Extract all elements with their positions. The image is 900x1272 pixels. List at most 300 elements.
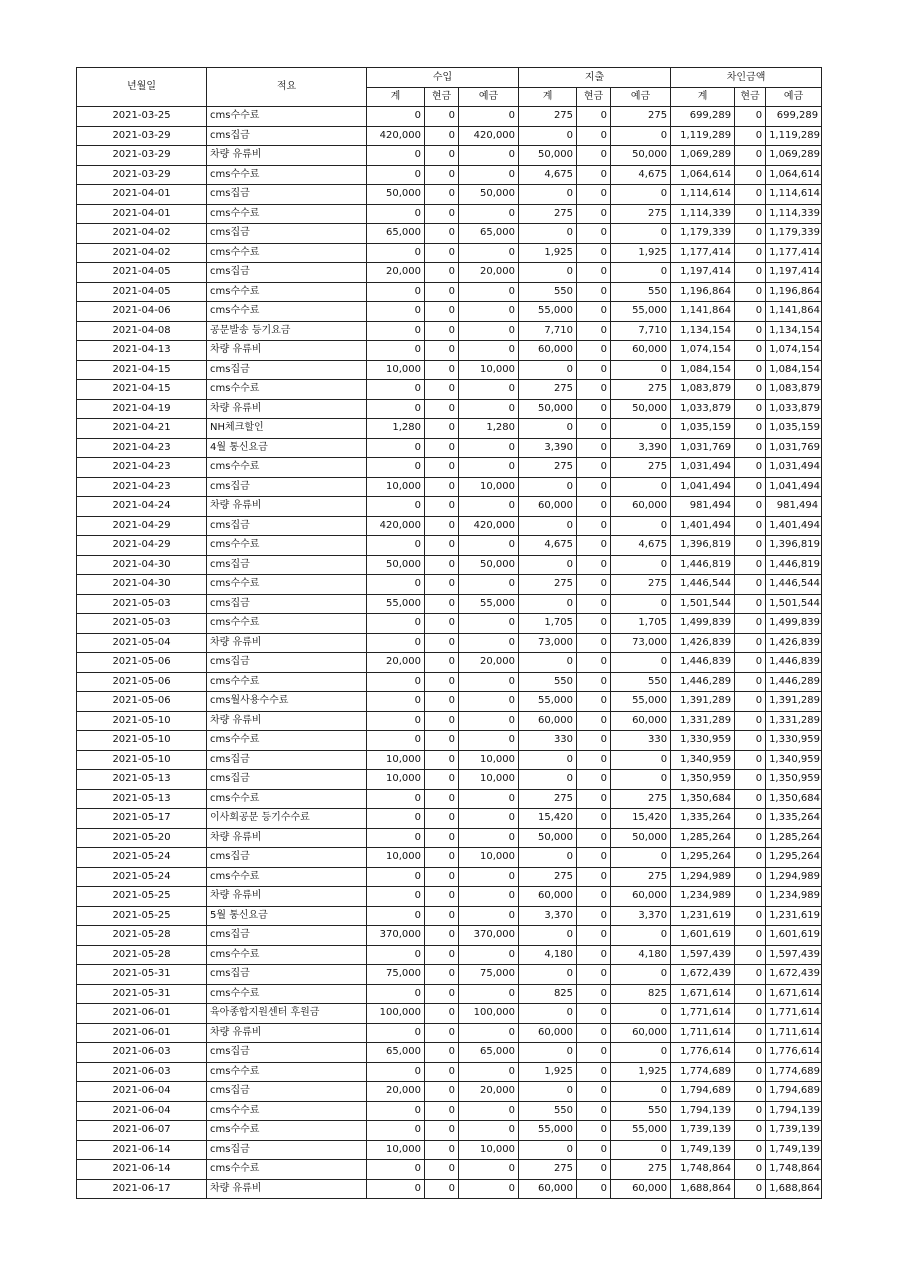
expense-cash-cell: 0 (577, 341, 611, 361)
table-row (77, 555, 822, 575)
date-cell: 2021-04-30 (77, 575, 207, 595)
income-total-cell: 0 (367, 321, 425, 341)
expense-cash-cell: 0 (577, 770, 611, 790)
expense-deposit-cell: 1,925 (611, 243, 671, 263)
income-total-cell: 0 (367, 731, 425, 751)
header-income-cash: 현금 (425, 88, 459, 107)
table-row (77, 575, 822, 595)
income-total-cell: 0 (367, 282, 425, 302)
income-total-cell: 0 (367, 887, 425, 907)
balance-cash-cell: 0 (735, 750, 766, 770)
expense-deposit-cell: 0 (611, 965, 671, 985)
income-cash-cell: 0 (425, 1062, 459, 1082)
balance-cash-cell: 0 (735, 1062, 766, 1082)
description-cell: cms수수료 (207, 1101, 367, 1121)
expense-cash-cell: 0 (577, 126, 611, 146)
balance-cash-cell: 0 (735, 341, 766, 361)
expense-cash-cell: 0 (577, 185, 611, 205)
description-cell: cms집금 (207, 848, 367, 868)
income-cash-cell: 0 (425, 1043, 459, 1063)
expense-total-cell: 0 (519, 224, 577, 244)
balance-deposit-cell: 1,446,544 (766, 575, 822, 595)
balance-total-cell: 981,494 (671, 497, 735, 517)
table-row (77, 146, 822, 166)
income-deposit-cell: 0 (459, 458, 519, 478)
balance-total-cell: 1,114,339 (671, 204, 735, 224)
balance-total-cell: 699,289 (671, 107, 735, 127)
income-deposit-cell: 0 (459, 614, 519, 634)
balance-deposit-cell: 1,771,614 (766, 1004, 822, 1024)
income-total-cell: 20,000 (367, 1082, 425, 1102)
income-deposit-cell: 0 (459, 711, 519, 731)
table-row (77, 1179, 822, 1199)
balance-deposit-cell: 1,396,819 (766, 536, 822, 556)
description-cell: 차량 유류비 (207, 146, 367, 166)
description-cell: 차량 유류비 (207, 633, 367, 653)
income-deposit-cell: 0 (459, 906, 519, 926)
table-row (77, 1023, 822, 1043)
income-deposit-cell: 20,000 (459, 653, 519, 673)
income-cash-cell: 0 (425, 224, 459, 244)
balance-total-cell: 1,446,544 (671, 575, 735, 595)
description-cell: cms집금 (207, 360, 367, 380)
description-cell: cms수수료 (207, 575, 367, 595)
income-total-cell: 0 (367, 302, 425, 322)
date-cell: 2021-05-28 (77, 926, 207, 946)
income-cash-cell: 0 (425, 1004, 459, 1024)
balance-deposit-cell: 1,119,289 (766, 126, 822, 146)
expense-total-cell: 0 (519, 516, 577, 536)
income-total-cell: 0 (367, 633, 425, 653)
balance-total-cell: 1,401,494 (671, 516, 735, 536)
balance-cash-cell: 0 (735, 926, 766, 946)
expense-total-cell: 0 (519, 477, 577, 497)
expense-cash-cell: 0 (577, 1160, 611, 1180)
date-cell: 2021-06-01 (77, 1004, 207, 1024)
balance-total-cell: 1,739,139 (671, 1121, 735, 1141)
expense-cash-cell: 0 (577, 516, 611, 536)
income-total-cell: 0 (367, 1121, 425, 1141)
date-cell: 2021-06-17 (77, 1179, 207, 1199)
ledger-table (76, 67, 822, 1199)
header-expense: 지출 (519, 68, 671, 88)
expense-total-cell: 50,000 (519, 828, 577, 848)
expense-cash-cell: 0 (577, 165, 611, 185)
income-cash-cell: 0 (425, 653, 459, 673)
expense-deposit-cell: 0 (611, 419, 671, 439)
expense-total-cell: 0 (519, 555, 577, 575)
expense-cash-cell: 0 (577, 458, 611, 478)
balance-total-cell: 1,033,879 (671, 399, 735, 419)
date-cell: 2021-04-19 (77, 399, 207, 419)
table-row (77, 614, 822, 634)
expense-cash-cell: 0 (577, 575, 611, 595)
table-row (77, 594, 822, 614)
balance-total-cell: 1,340,959 (671, 750, 735, 770)
description-cell: 공문발송 등기요금 (207, 321, 367, 341)
description-cell: cms집금 (207, 926, 367, 946)
income-cash-cell: 0 (425, 750, 459, 770)
income-cash-cell: 0 (425, 1160, 459, 1180)
expense-cash-cell: 0 (577, 282, 611, 302)
expense-total-cell: 0 (519, 848, 577, 868)
balance-cash-cell: 0 (735, 770, 766, 790)
header-balance-deposit: 예금 (766, 88, 822, 107)
table-row (77, 321, 822, 341)
income-cash-cell: 0 (425, 555, 459, 575)
date-cell: 2021-04-23 (77, 458, 207, 478)
date-cell: 2021-05-03 (77, 614, 207, 634)
income-total-cell: 50,000 (367, 185, 425, 205)
expense-cash-cell: 0 (577, 263, 611, 283)
income-total-cell: 0 (367, 165, 425, 185)
expense-cash-cell: 0 (577, 1101, 611, 1121)
income-total-cell: 0 (367, 204, 425, 224)
table-row (77, 1121, 822, 1141)
balance-deposit-cell: 1,033,879 (766, 399, 822, 419)
table-row (77, 282, 822, 302)
income-deposit-cell: 10,000 (459, 750, 519, 770)
date-cell: 2021-05-31 (77, 984, 207, 1004)
expense-cash-cell: 0 (577, 731, 611, 751)
expense-deposit-cell: 0 (611, 224, 671, 244)
balance-total-cell: 1,794,689 (671, 1082, 735, 1102)
balance-total-cell: 1,031,769 (671, 438, 735, 458)
balance-deposit-cell: 1,501,544 (766, 594, 822, 614)
income-cash-cell: 0 (425, 360, 459, 380)
balance-cash-cell: 0 (735, 536, 766, 556)
header-expense-cash: 현금 (577, 88, 611, 107)
expense-total-cell: 275 (519, 867, 577, 887)
balance-deposit-cell: 1,711,614 (766, 1023, 822, 1043)
date-cell: 2021-05-31 (77, 965, 207, 985)
expense-total-cell: 0 (519, 1043, 577, 1063)
table-row (77, 867, 822, 887)
description-cell: cms집금 (207, 185, 367, 205)
description-cell: cms수수료 (207, 536, 367, 556)
description-cell: cms수수료 (207, 458, 367, 478)
balance-cash-cell: 0 (735, 1004, 766, 1024)
expense-total-cell: 1,705 (519, 614, 577, 634)
description-cell: cms수수료 (207, 302, 367, 322)
expense-total-cell: 55,000 (519, 692, 577, 712)
expense-total-cell: 0 (519, 1082, 577, 1102)
income-cash-cell: 0 (425, 945, 459, 965)
balance-total-cell: 1,391,289 (671, 692, 735, 712)
income-deposit-cell: 0 (459, 731, 519, 751)
table-row (77, 341, 822, 361)
expense-deposit-cell: 0 (611, 653, 671, 673)
description-cell: cms집금 (207, 1043, 367, 1063)
description-cell: cms집금 (207, 477, 367, 497)
income-deposit-cell: 65,000 (459, 1043, 519, 1063)
expense-total-cell: 0 (519, 750, 577, 770)
balance-cash-cell: 0 (735, 1160, 766, 1180)
expense-deposit-cell: 275 (611, 204, 671, 224)
date-cell: 2021-05-28 (77, 945, 207, 965)
income-deposit-cell: 0 (459, 575, 519, 595)
income-cash-cell: 0 (425, 399, 459, 419)
description-cell: cms수수료 (207, 672, 367, 692)
balance-deposit-cell: 1,426,839 (766, 633, 822, 653)
expense-total-cell: 4,180 (519, 945, 577, 965)
balance-cash-cell: 0 (735, 614, 766, 634)
income-cash-cell: 0 (425, 282, 459, 302)
expense-deposit-cell: 0 (611, 926, 671, 946)
income-deposit-cell: 10,000 (459, 848, 519, 868)
income-deposit-cell: 0 (459, 341, 519, 361)
header-balance: 차인금액 (671, 68, 822, 88)
income-deposit-cell: 0 (459, 1062, 519, 1082)
expense-deposit-cell: 3,390 (611, 438, 671, 458)
table-row (77, 653, 822, 673)
income-deposit-cell: 0 (459, 809, 519, 829)
expense-deposit-cell: 0 (611, 1043, 671, 1063)
expense-deposit-cell: 60,000 (611, 711, 671, 731)
balance-deposit-cell: 1,031,769 (766, 438, 822, 458)
expense-total-cell: 60,000 (519, 1023, 577, 1043)
balance-total-cell: 1,446,289 (671, 672, 735, 692)
expense-cash-cell: 0 (577, 692, 611, 712)
balance-cash-cell: 0 (735, 731, 766, 751)
description-cell: 차량 유류비 (207, 341, 367, 361)
income-deposit-cell: 0 (459, 321, 519, 341)
balance-cash-cell: 0 (735, 945, 766, 965)
income-cash-cell: 0 (425, 1121, 459, 1141)
income-total-cell: 100,000 (367, 1004, 425, 1024)
balance-deposit-cell: 1,114,614 (766, 185, 822, 205)
income-deposit-cell: 0 (459, 536, 519, 556)
description-cell: 차량 유류비 (207, 497, 367, 517)
description-cell: 차량 유류비 (207, 828, 367, 848)
balance-cash-cell: 0 (735, 984, 766, 1004)
balance-total-cell: 1,330,959 (671, 731, 735, 751)
header-income-deposit: 예금 (459, 88, 519, 107)
income-cash-cell: 0 (425, 341, 459, 361)
table-row (77, 809, 822, 829)
balance-total-cell: 1,350,959 (671, 770, 735, 790)
description-cell: cms집금 (207, 555, 367, 575)
description-cell: NH체크할인 (207, 419, 367, 439)
balance-deposit-cell: 1,688,864 (766, 1179, 822, 1199)
description-cell: cms집금 (207, 516, 367, 536)
date-cell: 2021-05-10 (77, 711, 207, 731)
description-cell: 차량 유류비 (207, 711, 367, 731)
income-deposit-cell: 65,000 (459, 224, 519, 244)
income-total-cell: 0 (367, 1023, 425, 1043)
income-cash-cell: 0 (425, 809, 459, 829)
expense-total-cell: 60,000 (519, 1179, 577, 1199)
expense-deposit-cell: 275 (611, 575, 671, 595)
income-total-cell: 0 (367, 984, 425, 1004)
description-cell: cms집금 (207, 126, 367, 146)
income-total-cell: 0 (367, 438, 425, 458)
income-cash-cell: 0 (425, 380, 459, 400)
balance-total-cell: 1,084,154 (671, 360, 735, 380)
income-deposit-cell: 75,000 (459, 965, 519, 985)
income-total-cell: 20,000 (367, 263, 425, 283)
expense-cash-cell: 0 (577, 614, 611, 634)
income-deposit-cell: 0 (459, 984, 519, 1004)
date-cell: 2021-05-25 (77, 887, 207, 907)
expense-cash-cell: 0 (577, 497, 611, 517)
description-cell: cms집금 (207, 263, 367, 283)
income-cash-cell: 0 (425, 1082, 459, 1102)
income-total-cell: 420,000 (367, 126, 425, 146)
balance-deposit-cell: 1,231,619 (766, 906, 822, 926)
balance-cash-cell: 0 (735, 126, 766, 146)
date-cell: 2021-04-29 (77, 516, 207, 536)
income-total-cell: 0 (367, 867, 425, 887)
income-cash-cell: 0 (425, 243, 459, 263)
header-expense-deposit: 예금 (611, 88, 671, 107)
income-cash-cell: 0 (425, 516, 459, 536)
expense-cash-cell: 0 (577, 711, 611, 731)
income-total-cell: 10,000 (367, 477, 425, 497)
balance-total-cell: 1,064,614 (671, 165, 735, 185)
income-deposit-cell: 0 (459, 1023, 519, 1043)
expense-cash-cell: 0 (577, 399, 611, 419)
expense-deposit-cell: 55,000 (611, 692, 671, 712)
income-cash-cell: 0 (425, 185, 459, 205)
balance-deposit-cell: 1,064,614 (766, 165, 822, 185)
expense-cash-cell: 0 (577, 926, 611, 946)
income-deposit-cell: 0 (459, 380, 519, 400)
table-row (77, 185, 822, 205)
description-cell: cms집금 (207, 1082, 367, 1102)
balance-cash-cell: 0 (735, 1023, 766, 1043)
expense-total-cell: 825 (519, 984, 577, 1004)
date-cell: 2021-06-14 (77, 1160, 207, 1180)
date-cell: 2021-05-25 (77, 906, 207, 926)
expense-deposit-cell: 0 (611, 750, 671, 770)
income-total-cell: 0 (367, 243, 425, 263)
balance-total-cell: 1,035,159 (671, 419, 735, 439)
date-cell: 2021-04-05 (77, 263, 207, 283)
balance-cash-cell: 0 (735, 848, 766, 868)
expense-deposit-cell: 50,000 (611, 399, 671, 419)
income-cash-cell: 0 (425, 263, 459, 283)
balance-cash-cell: 0 (735, 711, 766, 731)
expense-deposit-cell: 60,000 (611, 887, 671, 907)
expense-total-cell: 275 (519, 575, 577, 595)
table-row (77, 1082, 822, 1102)
balance-cash-cell: 0 (735, 497, 766, 517)
income-deposit-cell: 0 (459, 165, 519, 185)
balance-deposit-cell: 1,794,139 (766, 1101, 822, 1121)
income-cash-cell: 0 (425, 536, 459, 556)
description-cell: cms수수료 (207, 984, 367, 1004)
expense-total-cell: 3,390 (519, 438, 577, 458)
expense-total-cell: 7,710 (519, 321, 577, 341)
expense-deposit-cell: 60,000 (611, 341, 671, 361)
table-row (77, 360, 822, 380)
expense-cash-cell: 0 (577, 224, 611, 244)
date-cell: 2021-03-29 (77, 126, 207, 146)
expense-deposit-cell: 0 (611, 1140, 671, 1160)
expense-deposit-cell: 550 (611, 672, 671, 692)
balance-cash-cell: 0 (735, 399, 766, 419)
balance-cash-cell: 0 (735, 165, 766, 185)
income-deposit-cell: 1,280 (459, 419, 519, 439)
balance-deposit-cell: 1,749,139 (766, 1140, 822, 1160)
header-date: 년월일 (77, 68, 207, 107)
balance-total-cell: 1,295,264 (671, 848, 735, 868)
income-deposit-cell: 10,000 (459, 477, 519, 497)
table-row (77, 107, 822, 127)
income-deposit-cell: 10,000 (459, 770, 519, 790)
expense-cash-cell: 0 (577, 1140, 611, 1160)
expense-total-cell: 1,925 (519, 243, 577, 263)
date-cell: 2021-06-07 (77, 1121, 207, 1141)
income-total-cell: 10,000 (367, 770, 425, 790)
income-total-cell: 0 (367, 672, 425, 692)
date-cell: 2021-05-10 (77, 750, 207, 770)
expense-total-cell: 3,370 (519, 906, 577, 926)
income-deposit-cell: 0 (459, 204, 519, 224)
description-cell: cms수수료 (207, 1160, 367, 1180)
expense-deposit-cell: 0 (611, 477, 671, 497)
description-cell: cms집금 (207, 224, 367, 244)
income-total-cell: 0 (367, 146, 425, 166)
expense-total-cell: 0 (519, 263, 577, 283)
date-cell: 2021-05-04 (77, 633, 207, 653)
income-cash-cell: 0 (425, 204, 459, 224)
description-cell: 육아종합지원센터 후원금 (207, 1004, 367, 1024)
balance-total-cell: 1,331,289 (671, 711, 735, 731)
income-cash-cell: 0 (425, 438, 459, 458)
income-cash-cell: 0 (425, 107, 459, 127)
balance-deposit-cell: 1,597,439 (766, 945, 822, 965)
balance-total-cell: 1,177,414 (671, 243, 735, 263)
table-row (77, 516, 822, 536)
balance-cash-cell: 0 (735, 1121, 766, 1141)
income-cash-cell: 0 (425, 165, 459, 185)
table-row (77, 1160, 822, 1180)
balance-deposit-cell: 1,446,289 (766, 672, 822, 692)
balance-total-cell: 1,748,864 (671, 1160, 735, 1180)
income-cash-cell: 0 (425, 302, 459, 322)
income-deposit-cell: 420,000 (459, 126, 519, 146)
expense-cash-cell: 0 (577, 828, 611, 848)
income-total-cell: 0 (367, 614, 425, 634)
ledger-body (77, 107, 822, 1199)
balance-total-cell: 1,499,839 (671, 614, 735, 634)
table-row (77, 789, 822, 809)
balance-deposit-cell: 1,295,264 (766, 848, 822, 868)
expense-deposit-cell: 4,675 (611, 536, 671, 556)
expense-total-cell: 0 (519, 126, 577, 146)
expense-cash-cell: 0 (577, 146, 611, 166)
income-total-cell: 0 (367, 497, 425, 517)
balance-cash-cell: 0 (735, 1043, 766, 1063)
income-deposit-cell: 10,000 (459, 360, 519, 380)
balance-deposit-cell: 1,069,289 (766, 146, 822, 166)
balance-deposit-cell: 1,330,959 (766, 731, 822, 751)
balance-total-cell: 1,601,619 (671, 926, 735, 946)
balance-deposit-cell: 1,794,689 (766, 1082, 822, 1102)
income-deposit-cell: 0 (459, 789, 519, 809)
expense-cash-cell: 0 (577, 380, 611, 400)
income-total-cell: 0 (367, 575, 425, 595)
income-deposit-cell: 0 (459, 243, 519, 263)
income-total-cell: 0 (367, 1101, 425, 1121)
expense-total-cell: 0 (519, 419, 577, 439)
description-cell: 차량 유류비 (207, 399, 367, 419)
date-cell: 2021-04-23 (77, 477, 207, 497)
date-cell: 2021-06-04 (77, 1082, 207, 1102)
income-cash-cell: 0 (425, 672, 459, 692)
